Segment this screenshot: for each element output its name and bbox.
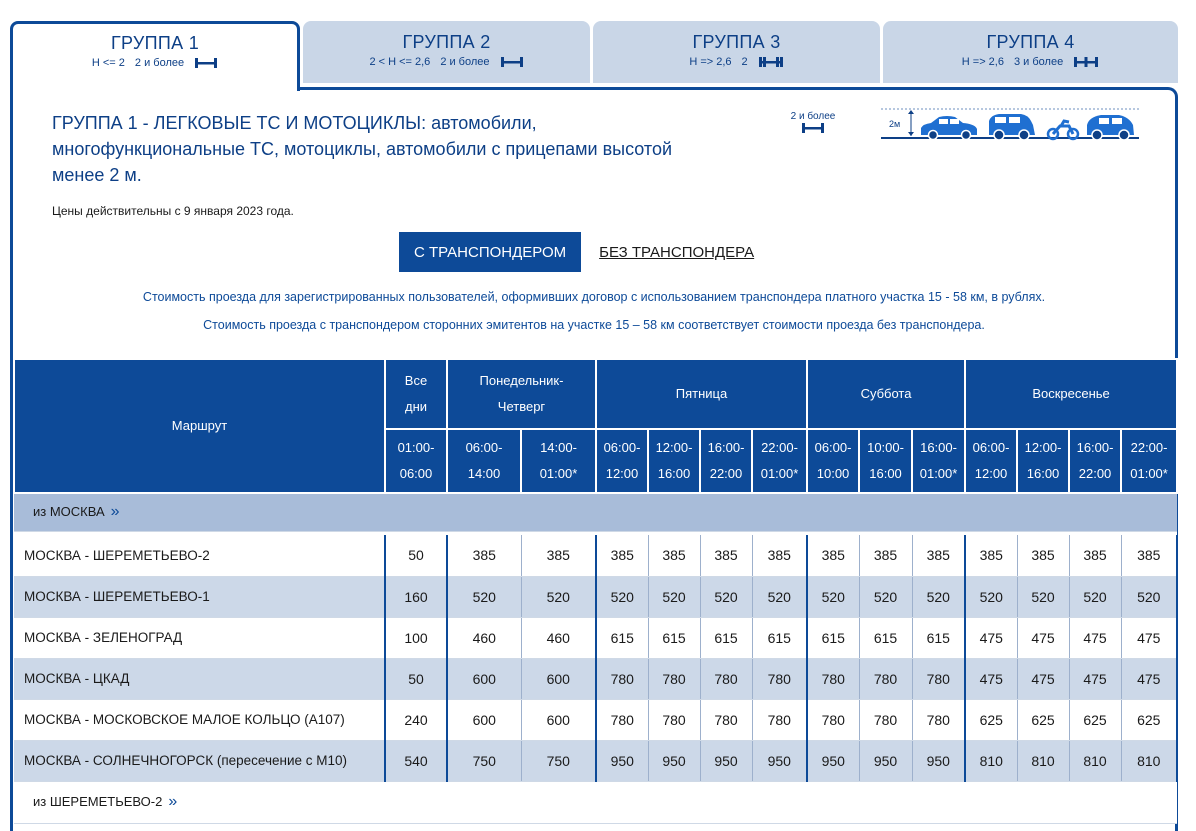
time-slot-header: 16:00- 01:00* bbox=[912, 429, 965, 493]
tab-group-1[interactable] bbox=[10, 21, 300, 91]
price-cell: 750 bbox=[447, 740, 521, 781]
time-slot-header: 06:00- 12:00 bbox=[965, 429, 1017, 493]
time-slot-header: 10:00- 16:00 bbox=[859, 429, 912, 493]
price-cell: 810 bbox=[965, 740, 1017, 781]
price-cell: 625 bbox=[1017, 699, 1069, 740]
price-cell: 615 bbox=[752, 617, 807, 658]
price-cell: 750 bbox=[521, 740, 596, 781]
time-slot-header: 22:00- 01:00* bbox=[752, 429, 807, 493]
price-cell: 600 bbox=[521, 699, 596, 740]
price-cell: 950 bbox=[807, 740, 859, 781]
tab-axles: 2 bbox=[741, 56, 748, 68]
tab-axles: 3 и более bbox=[1013, 56, 1064, 68]
price-cell: 615 bbox=[807, 617, 859, 658]
price-cell: 50 bbox=[385, 535, 447, 576]
tab-height-condition: H => 2,6 bbox=[689, 56, 732, 68]
price-cell: 385 bbox=[596, 535, 648, 576]
vehicle-illustration bbox=[881, 107, 1139, 143]
price-cell: 520 bbox=[1069, 576, 1121, 617]
price-cell: 385 bbox=[447, 535, 521, 576]
price-cell: 780 bbox=[912, 658, 965, 699]
section-label: из МОСКВА bbox=[33, 504, 105, 520]
price-cell: 780 bbox=[859, 699, 912, 740]
price-cell: 810 bbox=[1069, 740, 1121, 781]
day-group-header: Суббота bbox=[807, 359, 965, 429]
price-cell: 780 bbox=[648, 699, 700, 740]
price-cell: 385 bbox=[859, 535, 912, 576]
price-cell: 600 bbox=[521, 658, 596, 699]
price-table-body bbox=[14, 493, 1177, 823]
axle-2-icon bbox=[801, 122, 825, 134]
time-slot-header: 12:00- 16:00 bbox=[1017, 429, 1069, 493]
price-cell: 810 bbox=[1121, 740, 1177, 781]
table-row bbox=[14, 576, 1177, 617]
tab-height-condition: H => 2,6 bbox=[961, 56, 1004, 68]
table-row bbox=[14, 617, 1177, 658]
route-cell: МОСКВА - ШЕРЕМЕТЬЕВО-2 bbox=[14, 535, 385, 576]
price-cell: 385 bbox=[912, 535, 965, 576]
route-cell: МОСКВА - ЦКАД bbox=[14, 658, 385, 699]
price-cell: 520 bbox=[447, 576, 521, 617]
day-group-header: Пятница bbox=[596, 359, 807, 429]
time-slot-header: 16:00- 22:00 bbox=[700, 429, 752, 493]
price-cell: 520 bbox=[596, 576, 648, 617]
price-cell: 385 bbox=[1017, 535, 1069, 576]
double-chevron-right-icon: » bbox=[110, 503, 120, 521]
price-cell: 475 bbox=[1121, 617, 1177, 658]
tab-height-condition: H <= 2 bbox=[91, 57, 125, 69]
price-cell: 950 bbox=[596, 740, 648, 781]
price-cell: 460 bbox=[447, 617, 521, 658]
group-tabs bbox=[10, 21, 1178, 87]
axle-2-icon bbox=[194, 57, 218, 69]
price-cell: 385 bbox=[807, 535, 859, 576]
section-row[interactable] bbox=[14, 781, 1177, 823]
price-cell: 780 bbox=[700, 658, 752, 699]
price-cell: 520 bbox=[700, 576, 752, 617]
price-cell: 810 bbox=[1017, 740, 1069, 781]
time-slot-header: 12:00- 16:00 bbox=[648, 429, 700, 493]
time-slot-header: 06:00- 10:00 bbox=[807, 429, 859, 493]
time-slot-header: 14:00- 01:00* bbox=[521, 429, 596, 493]
price-cell: 950 bbox=[700, 740, 752, 781]
price-cell: 625 bbox=[1121, 699, 1177, 740]
axle-2-dual-icon bbox=[758, 56, 784, 68]
price-cell: 520 bbox=[1121, 576, 1177, 617]
axle-badge bbox=[783, 111, 843, 137]
price-cell: 520 bbox=[752, 576, 807, 617]
table-row bbox=[14, 699, 1177, 740]
day-header-row bbox=[14, 359, 1177, 429]
price-cell: 520 bbox=[807, 576, 859, 617]
tab-group-4[interactable] bbox=[883, 21, 1178, 83]
tab-axles: 2 и более bbox=[134, 57, 185, 69]
table-row bbox=[14, 740, 1177, 781]
price-cell: 100 bbox=[385, 617, 447, 658]
with-transponder-button[interactable]: С ТРАНСПОНДЕРОМ bbox=[399, 232, 581, 272]
price-cell: 780 bbox=[752, 699, 807, 740]
price-cell: 385 bbox=[521, 535, 596, 576]
price-cell: 615 bbox=[596, 617, 648, 658]
info-line-1: Стоимость проезда для зарегистрированных пользователей, оформивших договор с использованием транспондера платного участка 15 - 58 км, в рублях. bbox=[142, 290, 1046, 304]
price-cell: 950 bbox=[859, 740, 912, 781]
price-cell: 780 bbox=[752, 658, 807, 699]
price-cell: 520 bbox=[1017, 576, 1069, 617]
price-cell: 240 bbox=[385, 699, 447, 740]
price-cell: 780 bbox=[807, 658, 859, 699]
price-cell: 520 bbox=[521, 576, 596, 617]
price-cell: 600 bbox=[447, 658, 521, 699]
price-cell: 780 bbox=[700, 699, 752, 740]
price-cell: 615 bbox=[859, 617, 912, 658]
price-cell: 385 bbox=[1069, 535, 1121, 576]
without-transponder-link[interactable]: БЕЗ ТРАНСПОНДЕРА bbox=[599, 243, 755, 261]
price-cell: 780 bbox=[912, 699, 965, 740]
price-cell: 160 bbox=[385, 576, 447, 617]
section-row[interactable] bbox=[14, 493, 1177, 531]
price-cell: 520 bbox=[648, 576, 700, 617]
section-label: из ШЕРЕМЕТЬЕВО-2 bbox=[33, 794, 163, 809]
day-group-header: Понедельник- Четверг bbox=[447, 359, 596, 429]
route-cell: МОСКВА - ЗЕЛЕНОГРАД bbox=[14, 617, 385, 658]
info-line-2: Стоимость проезда с транспондером сторонних эмитентов на участке 15 – 58 км соответствует стоимости проезда без транспондера. bbox=[203, 318, 985, 332]
price-cell: 780 bbox=[596, 699, 648, 740]
price-cell: 475 bbox=[965, 658, 1017, 699]
group-title: ГРУППА 1 - ЛЕГКОВЫЕ ТС И МОТОЦИКЛЫ: автомобили, многофункциональные ТС, мотоциклы, автомобили с прицепами высотой менее 2 м. bbox=[52, 113, 673, 185]
price-table bbox=[13, 358, 1178, 824]
price-cell: 615 bbox=[700, 617, 752, 658]
price-cell: 540 bbox=[385, 740, 447, 781]
time-slot-header: 16:00- 22:00 bbox=[1069, 429, 1121, 493]
axle-2-icon bbox=[500, 56, 524, 68]
price-cell: 950 bbox=[648, 740, 700, 781]
section-from-sheremetyevo[interactable] bbox=[14, 781, 1177, 823]
day-group-header: Все дни bbox=[385, 359, 447, 429]
section-from-moscow[interactable] bbox=[14, 493, 1177, 531]
table-row bbox=[14, 535, 1177, 576]
transponder-switch bbox=[399, 232, 754, 272]
price-cell: 520 bbox=[965, 576, 1017, 617]
price-cell: 475 bbox=[1121, 658, 1177, 699]
valid-date-note: Цены действительны с 9 января 2023 года. bbox=[52, 204, 294, 218]
route-cell: МОСКВА - МОСКОВСКОЕ МАЛОЕ КОЛЬЦО (А107) bbox=[14, 699, 385, 740]
price-cell: 475 bbox=[1069, 658, 1121, 699]
price-cell: 780 bbox=[648, 658, 700, 699]
time-slot-header: 06:00- 14:00 bbox=[447, 429, 521, 493]
time-slot-header: 01:00- 06:00 bbox=[385, 429, 447, 493]
price-cell: 50 bbox=[385, 658, 447, 699]
price-cell: 385 bbox=[752, 535, 807, 576]
price-cell: 625 bbox=[965, 699, 1017, 740]
tab-axles: 2 и более bbox=[440, 56, 490, 68]
time-slot-header: 06:00- 12:00 bbox=[596, 429, 648, 493]
price-cell: 780 bbox=[859, 658, 912, 699]
group-panel bbox=[10, 87, 1178, 831]
price-cell: 625 bbox=[1069, 699, 1121, 740]
price-cell: 385 bbox=[1121, 535, 1177, 576]
tab-title: ГРУППА 3 bbox=[692, 32, 781, 52]
table-row bbox=[14, 658, 1177, 699]
price-cell: 385 bbox=[648, 535, 700, 576]
price-cell: 475 bbox=[1017, 658, 1069, 699]
price-cell: 615 bbox=[648, 617, 700, 658]
price-cell: 460 bbox=[521, 617, 596, 658]
tab-title: ГРУППА 2 bbox=[402, 32, 491, 52]
price-cell: 475 bbox=[1017, 617, 1069, 658]
price-cell: 475 bbox=[1069, 617, 1121, 658]
price-cell: 520 bbox=[859, 576, 912, 617]
height-label: 2м bbox=[889, 119, 901, 129]
price-cell: 780 bbox=[596, 658, 648, 699]
price-cell: 385 bbox=[700, 535, 752, 576]
price-cell: 780 bbox=[807, 699, 859, 740]
route-header: Маршрут bbox=[14, 359, 385, 493]
tab-group-2[interactable] bbox=[303, 21, 590, 83]
vehicles-height-icon bbox=[881, 107, 1139, 143]
tab-title: ГРУППА 1 bbox=[110, 33, 200, 53]
price-cell: 520 bbox=[912, 576, 965, 617]
price-cell: 600 bbox=[447, 699, 521, 740]
price-cell: 950 bbox=[912, 740, 965, 781]
day-group-header: Воскресенье bbox=[965, 359, 1177, 429]
route-cell: МОСКВА - СОЛНЕЧНОГОРСК (пересечение с М10) bbox=[14, 740, 385, 781]
price-cell: 615 bbox=[912, 617, 965, 658]
axle-3-icon bbox=[1073, 56, 1099, 68]
axle-badge-label: 2 и более bbox=[790, 111, 836, 122]
time-slot-header: 22:00- 01:00* bbox=[1121, 429, 1177, 493]
price-cell: 475 bbox=[965, 617, 1017, 658]
tab-title: ГРУППА 4 bbox=[986, 32, 1075, 52]
tab-group-3[interactable] bbox=[593, 21, 880, 83]
price-cell: 950 bbox=[752, 740, 807, 781]
route-cell: МОСКВА - ШЕРЕМЕТЬЕВО-1 bbox=[14, 576, 385, 617]
tab-height-condition: 2 < H <= 2,6 bbox=[369, 56, 431, 68]
double-chevron-right-icon: » bbox=[168, 793, 178, 810]
price-cell: 385 bbox=[965, 535, 1017, 576]
